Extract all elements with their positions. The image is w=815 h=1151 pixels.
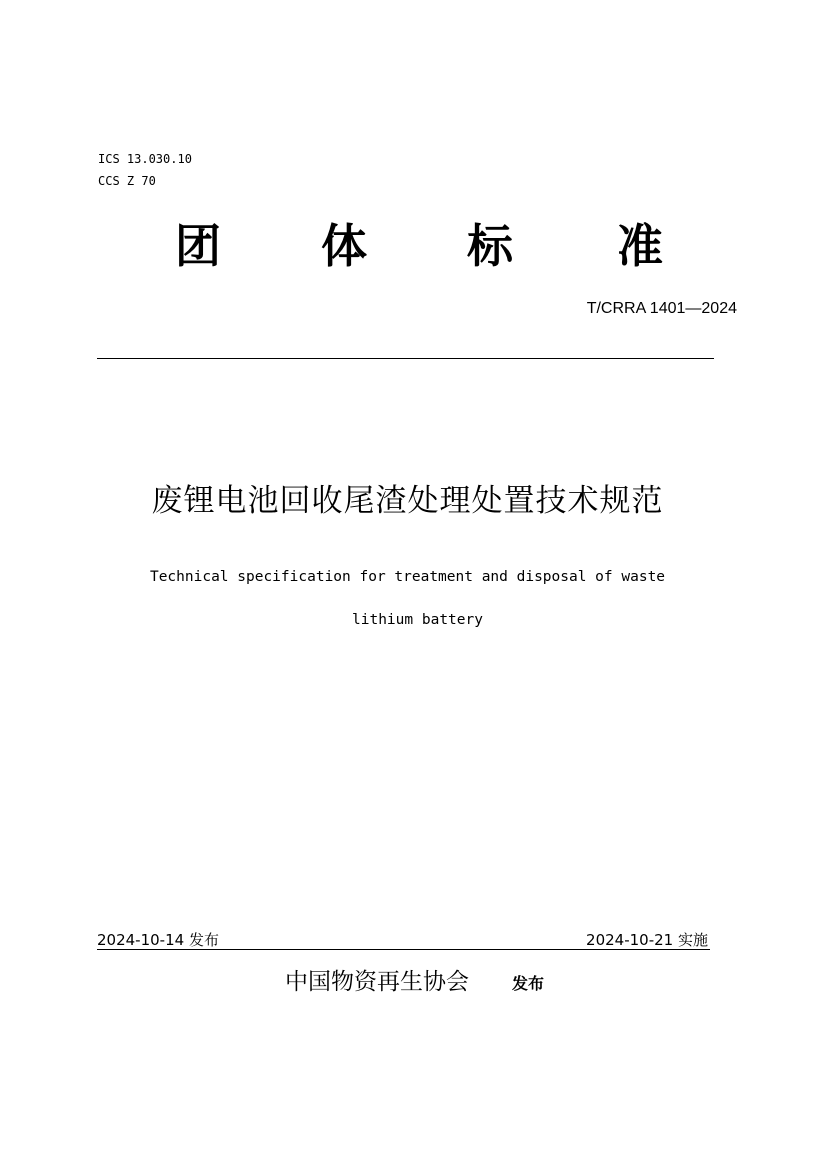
- publisher-name: 中国物资再生协会: [285, 969, 469, 995]
- implementation-date: 2024-10-21 实施: [586, 931, 708, 949]
- title-english-line-2: lithium battery: [352, 612, 483, 628]
- standard-number: T/CRRA 1401—2024: [586, 300, 737, 317]
- standard-type-char-4: 准: [617, 219, 663, 273]
- header-divider: [97, 358, 714, 359]
- ics-code: ICS 13.030.10: [98, 152, 192, 166]
- standard-type-char-1: 团: [175, 219, 221, 273]
- title-english-line-1: Technical specification for treatment and disposal of waste: [149, 569, 666, 585]
- publisher-action: 发布: [512, 974, 545, 993]
- standard-type-char-2: 体: [321, 219, 367, 273]
- ccs-code: CCS Z 70: [98, 174, 156, 188]
- issue-date: 2024-10-14 发布: [97, 931, 219, 949]
- standard-type-char-3: 标: [467, 219, 513, 273]
- title-chinese: 废锂电池回收尾渣处理处置技术规范: [151, 483, 664, 519]
- footer-divider: [97, 949, 710, 950]
